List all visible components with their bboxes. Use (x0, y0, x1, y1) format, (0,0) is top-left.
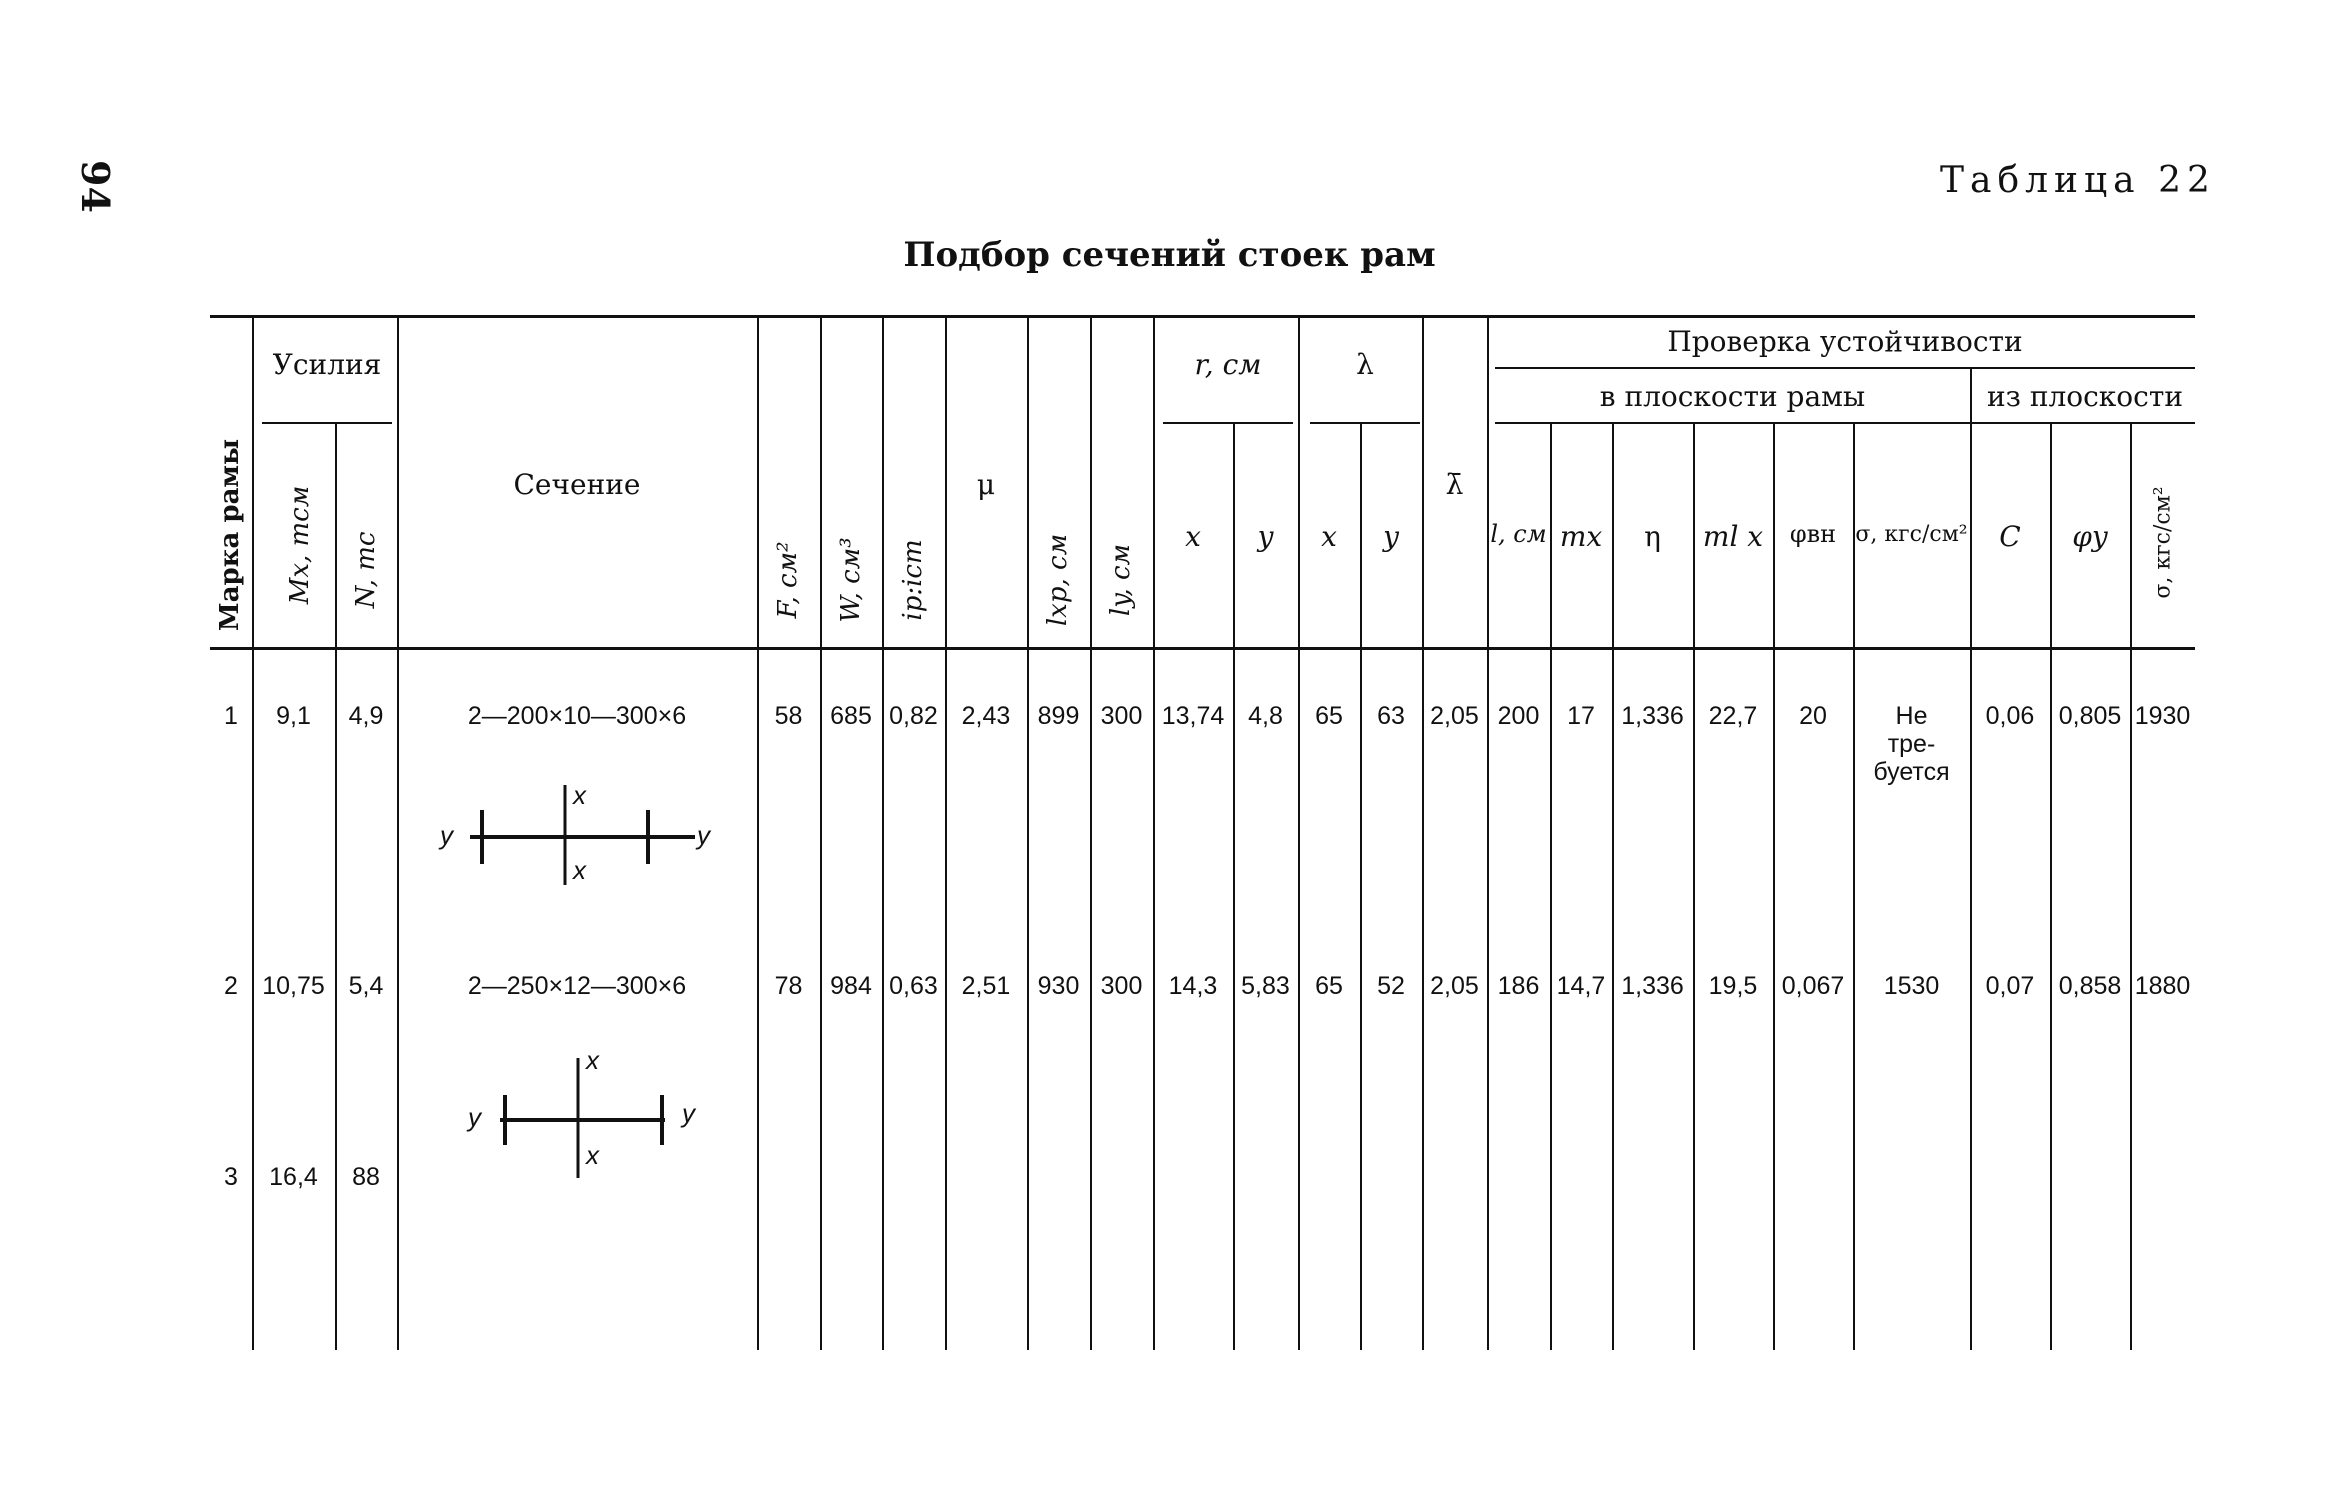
r1-sigma1-a: Не (1895, 702, 1928, 730)
header-n: N, тс (351, 531, 381, 609)
header-proverka: Проверка устойчивости (1667, 325, 2023, 358)
col-rule (252, 318, 254, 1350)
sketch1-x-bottom: x (573, 855, 586, 885)
r2-n: 5,4 (348, 972, 384, 1000)
r1-rx: 13,74 (1161, 702, 1225, 730)
r1-ry: 4,8 (1248, 702, 1283, 730)
header-r-y: y (1257, 520, 1274, 553)
header-sigma2: σ, кгс/см² (2150, 486, 2176, 599)
col-rule (1612, 422, 1614, 1350)
r1-marka: 1 (224, 702, 238, 730)
r1-lpx: 899 (1037, 702, 1080, 730)
col-rule (1970, 367, 1972, 1350)
r1-sigma2: 1930 (2134, 702, 2191, 730)
sketch2-x-top: x (586, 1045, 599, 1075)
r1-mx: 9,1 (276, 702, 311, 730)
r1-phi: 20 (1799, 702, 1827, 730)
r1-sigma1-c: буется (1873, 758, 1950, 786)
r3-marka: 3 (224, 1163, 238, 1191)
header-mx-v: mx (1559, 520, 1603, 553)
header-ip-ict: ip:iст (898, 539, 928, 621)
col-rule (1153, 318, 1155, 1350)
r1-mu: 2,43 (961, 702, 1011, 730)
r2-mu: 2,51 (961, 972, 1011, 1000)
section-sketch-2 (470, 1050, 690, 1180)
r1-phiy: 0,805 (2058, 702, 2122, 730)
sketch1-y-right: y (697, 820, 710, 850)
r1-f: 58 (774, 702, 803, 730)
sketch2-y-left: y (468, 1102, 481, 1132)
r2-ry: 5,83 (1241, 972, 1290, 1000)
r1-ly2: 63 (1377, 702, 1405, 730)
page-number: 94 (73, 160, 118, 213)
header-w: W, см³ (836, 537, 866, 623)
sketch1-y-left: y (440, 820, 453, 850)
col-rule (1487, 318, 1489, 1350)
header-lambda-y: y (1383, 520, 1399, 553)
header-f: F, см² (773, 541, 803, 619)
header-lpx: lxp, см (1043, 533, 1073, 627)
ploskost-rule (1495, 422, 2195, 424)
r1-eta: 1,336 (1621, 702, 1684, 730)
r1-lbar: 2,05 (1430, 702, 1479, 730)
r1-n: 4,9 (348, 702, 384, 730)
header-mu: μ (976, 468, 996, 501)
r2-w: 984 (830, 972, 872, 1000)
r2-marka: 2 (224, 972, 238, 1000)
header-phi-vn: φвн (1789, 520, 1837, 548)
r2-f: 78 (774, 972, 803, 1000)
col-rule (2130, 422, 2132, 1350)
proverka-rule (1495, 367, 2195, 369)
usiliya-rule (262, 422, 392, 424)
r1-section: 2—200×10—300×6 (467, 702, 687, 730)
lambda-rule (1310, 422, 1420, 424)
r2-ly: 300 (1100, 972, 1143, 1000)
col-rule (882, 318, 884, 1350)
sketch1-x-top: x (573, 780, 586, 810)
header-c: C (1999, 520, 2021, 553)
r2-phi: 0,067 (1781, 972, 1845, 1000)
r2-eta: 1,336 (1621, 972, 1684, 1000)
col-rule (820, 318, 822, 1350)
r2-c: 0,07 (1985, 972, 2035, 1000)
header-eta: η (1644, 520, 1661, 553)
r3-n: 88 (352, 1163, 380, 1191)
header-m1x: ml x (1702, 520, 1764, 553)
sketch2-y-right: y (682, 1098, 695, 1128)
col-rule (1298, 318, 1300, 1350)
r2-sigma2: 1880 (2134, 972, 2191, 1000)
r2-lbar: 2,05 (1430, 972, 1479, 1000)
col-rule (1550, 422, 1552, 1350)
r3-mx: 16,4 (269, 1163, 318, 1191)
header-v-ploskosti: в плоскости рамы (1599, 380, 1866, 413)
col-rule (1773, 422, 1775, 1350)
r1-l: 200 (1497, 702, 1540, 730)
header-lambda-x: x (1321, 520, 1337, 553)
header-lambda-bar: λ̄ (1445, 468, 1464, 501)
r2-rx: 14,3 (1168, 972, 1218, 1000)
r1-w: 685 (830, 702, 872, 730)
r1-m1x: 22,7 (1708, 702, 1758, 730)
header-sechenie: Сечение (513, 468, 641, 501)
header-mx: Mx, тсм (285, 485, 315, 605)
r1-sigma1-b: тре- (1887, 730, 1936, 758)
col-rule (757, 318, 759, 1350)
header-ly: ly, см (1106, 543, 1136, 617)
col-rule (2050, 422, 2052, 1350)
r2-lx: 65 (1315, 972, 1343, 1000)
col-rule (1853, 422, 1855, 1350)
table-top-rule (210, 315, 2195, 318)
r1-ly: 300 (1100, 702, 1143, 730)
header-marka: Марка рамы (215, 438, 245, 632)
r2-mx: 10,75 (262, 972, 325, 1000)
r2-m1x: 19,5 (1708, 972, 1758, 1000)
table-label: Таблица 22 (1940, 160, 2216, 201)
table-header-bottom-rule (210, 647, 2195, 650)
header-phi-y: φy (2072, 520, 2108, 553)
r2-ly2: 52 (1377, 972, 1405, 1000)
r2-phiy: 0,858 (2058, 972, 2122, 1000)
r2-lpx: 930 (1037, 972, 1080, 1000)
header-iz-ploskosti: из плоскости (1986, 380, 2183, 413)
table-title: Подбор сечений стоек рам (903, 235, 1436, 275)
col-rule (1027, 318, 1029, 1350)
header-r-x: x (1185, 520, 1201, 553)
sketch2-x-bottom: x (586, 1140, 599, 1170)
col-rule (1693, 422, 1695, 1350)
r2-section: 2—250×12—300×6 (467, 972, 687, 1000)
r1-ip: 0,82 (889, 702, 938, 730)
r2-mxv: 14,7 (1556, 972, 1606, 1000)
r2-l: 186 (1497, 972, 1540, 1000)
r2-ip: 0,63 (889, 972, 938, 1000)
header-l-cm: l, см (1490, 520, 1547, 548)
col-rule (1233, 422, 1235, 1350)
col-rule (1090, 318, 1092, 1350)
header-lambda: λ (1356, 348, 1374, 381)
r1-c: 0,06 (1985, 702, 2035, 730)
col-rule (335, 422, 337, 1350)
header-usiliya: Усилия (272, 348, 382, 381)
r2-sigma1: 1530 (1883, 972, 1940, 1000)
r1-lx: 65 (1315, 702, 1343, 730)
col-rule (1360, 422, 1362, 1350)
header-r: r, см (1194, 348, 1262, 381)
header-sigma1: σ, кгс/см² (1855, 522, 1968, 547)
r-rule (1163, 422, 1293, 424)
r1-mxv: 17 (1567, 702, 1595, 730)
